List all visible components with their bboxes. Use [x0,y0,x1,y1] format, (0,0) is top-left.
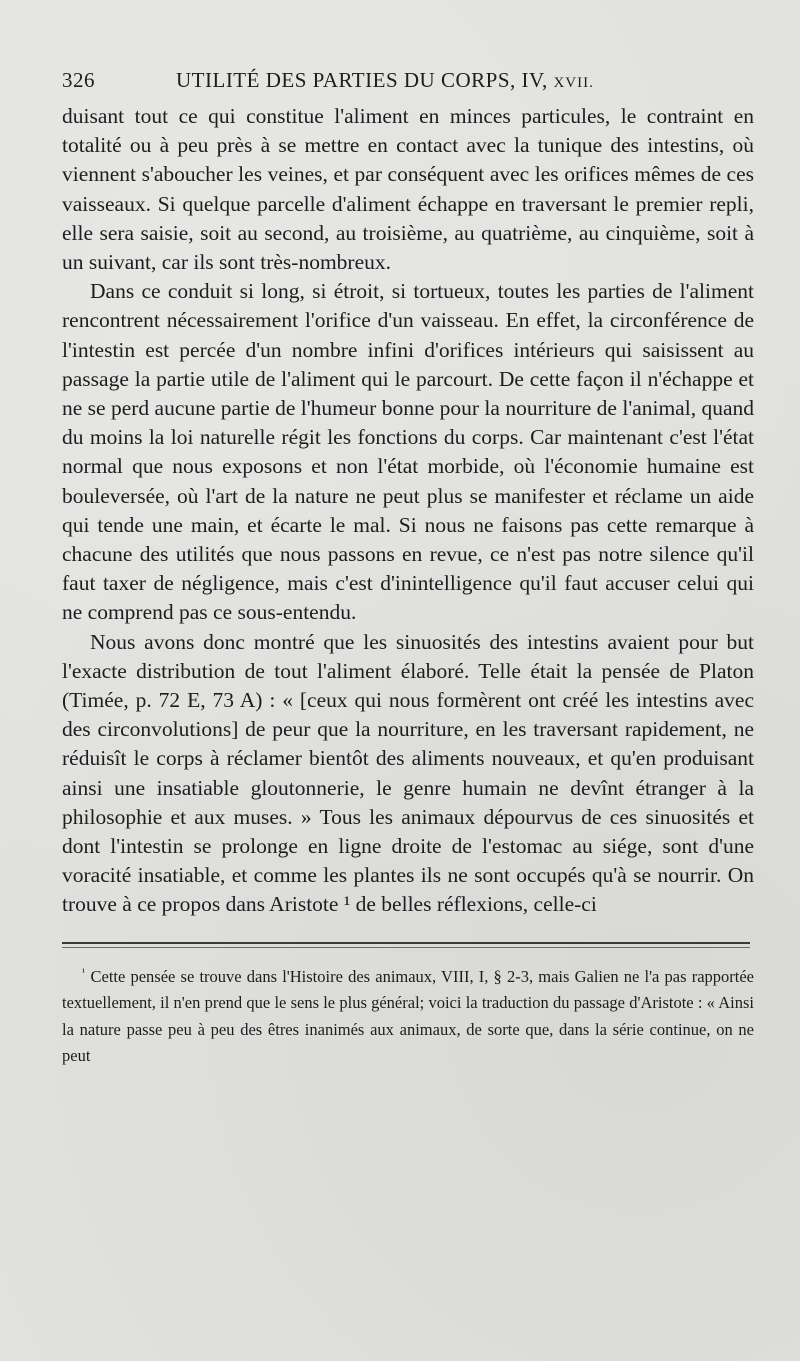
running-title [176,68,594,93]
footnote-1 [62,964,754,1070]
footnotes [62,964,754,1070]
footnote-text: Cette pensée se trouve dans l'Histoire des animaux, VIII, I, § 2-3, mais Galien ne l'a pas rapportée textuellement, il n'en prend que le sens le plus général; voici la traduction du passage d'Aristote : « Ainsi la nature passe peu à peu des êtres inanimés aux animaux, de sorte que, dans la série continue, on ne peut [62,966,754,1066]
paragraph-3: Nous avons donc montré que les sinuosités des intestins avaient pour but l'exacte distribution de tout l'aliment élaboré. Telle était la pensée de Platon (Timée, p. 72 E, 73 A) : « [ceux qui nous formèrent ont créé les intestins avec des circonvolutions] de peur que la nourriture, en les traversant rapidement, ne réduisît le corps à réclamer bientôt des aliments nouveaux, et qu'en produisant ainsi une insatiable gloutonnerie, le genre humain ne devînt étranger à la philosophie et aux muses. » Tous les animaux dépourvus de ces sinuosités et dont l'intestin se prolonge en ligne droite de l'estomac au siége, sont d'une voracité insatiable, et comme les plantes ils ne sont occupés qu'à se nourrir. On trouve à ce propos dans Aristote ¹ de belles réflexions, celle-ci [62,629,754,917]
paragraph-2: Dans ce conduit si long, si étroit, si tortueux, toutes les parties de l'aliment rencontrent nécessairement l'orifice d'un vaisseau. En effet, la circonférence de l'intestin est percée d'un nombre infini d'orifices intérieurs qui saisissent au passage la partie utile de l'aliment qui le parcourt. De cette façon il n'échappe et ne se perd aucune partie de l'humeur bonne pour la nourriture de l'animal, quand du moins la loi naturelle régit les fonctions du corps. Car maintenant c'est l'état normal que nous exposons et non l'état morbide, où l'économie humaine est bouleversée, où l'art de la nature ne peut plus se manifester et réclame un aide qui tende une main, et écarte le mal. Si nous ne faisons pas cette remarque à chacune des utilités que nous passons en revue, ce n'est pas notre silence qu'il faut taxer de négligence, mais c'est d'inintelligence qu'il faut accuser celui qui ne comprend pas ce sous-entendu. [62,279,754,625]
body-text [62,102,754,920]
footnote-rule [62,942,750,944]
running-title-main: UTILITÉ DES PARTIES DU CORPS, IV, [176,68,548,92]
footnote-marker: ¹ [82,966,86,979]
paragraph-1: duisant tout ce qui constitue l'aliment en minces particules, le contraint en totalité ou à peu près à se mettre en contact avec la tunique des intestins, où viennent s'aboucher les veines, et par conséquent avec les orifices mêmes de ces vaisseaux. Si quelque parcelle d'aliment échappe en traversant le premier repli, elle sera saisie, soit au second, au troisième, au quatrième, au cinquième, soit à un suivant, car ils sont très-nombreux. [62,104,754,275]
page-number: 326 [62,68,95,92]
page-header [62,62,754,96]
footnote-rule-thin [62,947,750,948]
running-title-chapter: XVII. [553,75,594,91]
